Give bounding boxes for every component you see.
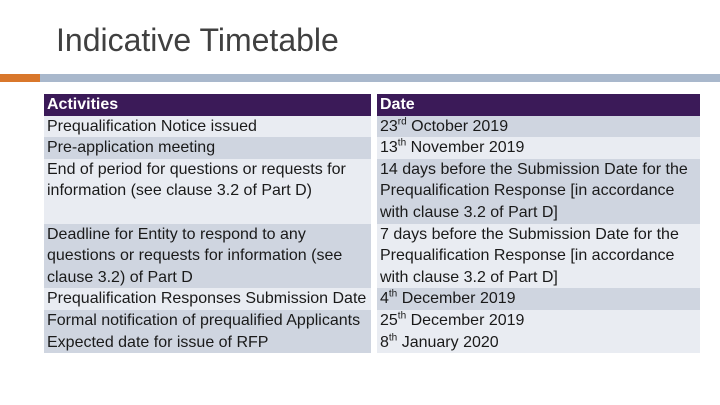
activity-cell: Pre-application meeting (44, 137, 374, 159)
date-cell: 23rd October 2019 (374, 116, 700, 138)
date-cell: 13th November 2019 (374, 137, 700, 159)
accent-bar-blue (40, 74, 720, 82)
activity-cell: Expected date for issue of RFP (44, 332, 374, 354)
activity-cell: Deadline for Entity to respond to any questions or requests for information (see clause 3.2) of Part D (44, 224, 374, 289)
header-activities: Activities (44, 94, 374, 116)
date-cell: 8th January 2020 (374, 332, 700, 354)
table-row (44, 332, 700, 354)
table-row (44, 159, 700, 224)
date-cell: 7 days before the Submission Date for the Prequalification Response [in accordance with clause 3.2 of Part D] (374, 224, 700, 289)
date-cell: 14 days before the Submission Date for the Prequalification Response [in accordance with clause 3.2 of Part D] (374, 159, 700, 224)
table-row (44, 224, 700, 289)
activity-cell: Prequalification Responses Submission Date (44, 288, 374, 310)
activity-cell: Formal notification of prequalified Applicants (44, 310, 374, 332)
page-title: Indicative Timetable (56, 22, 339, 58)
table-row (44, 137, 700, 159)
table-row (44, 116, 700, 138)
date-cell: 25th December 2019 (374, 310, 700, 332)
header-date: Date (374, 94, 700, 116)
table-row (44, 288, 700, 310)
timetable-table (44, 94, 700, 353)
table-header-row (44, 94, 700, 116)
table-row (44, 310, 700, 332)
activity-cell: Prequalification Notice issued (44, 116, 374, 138)
accent-bar-orange (0, 74, 40, 82)
date-cell: 4th December 2019 (374, 288, 700, 310)
activity-cell: End of period for questions or requests for information (see clause 3.2 of Part D) (44, 159, 374, 224)
